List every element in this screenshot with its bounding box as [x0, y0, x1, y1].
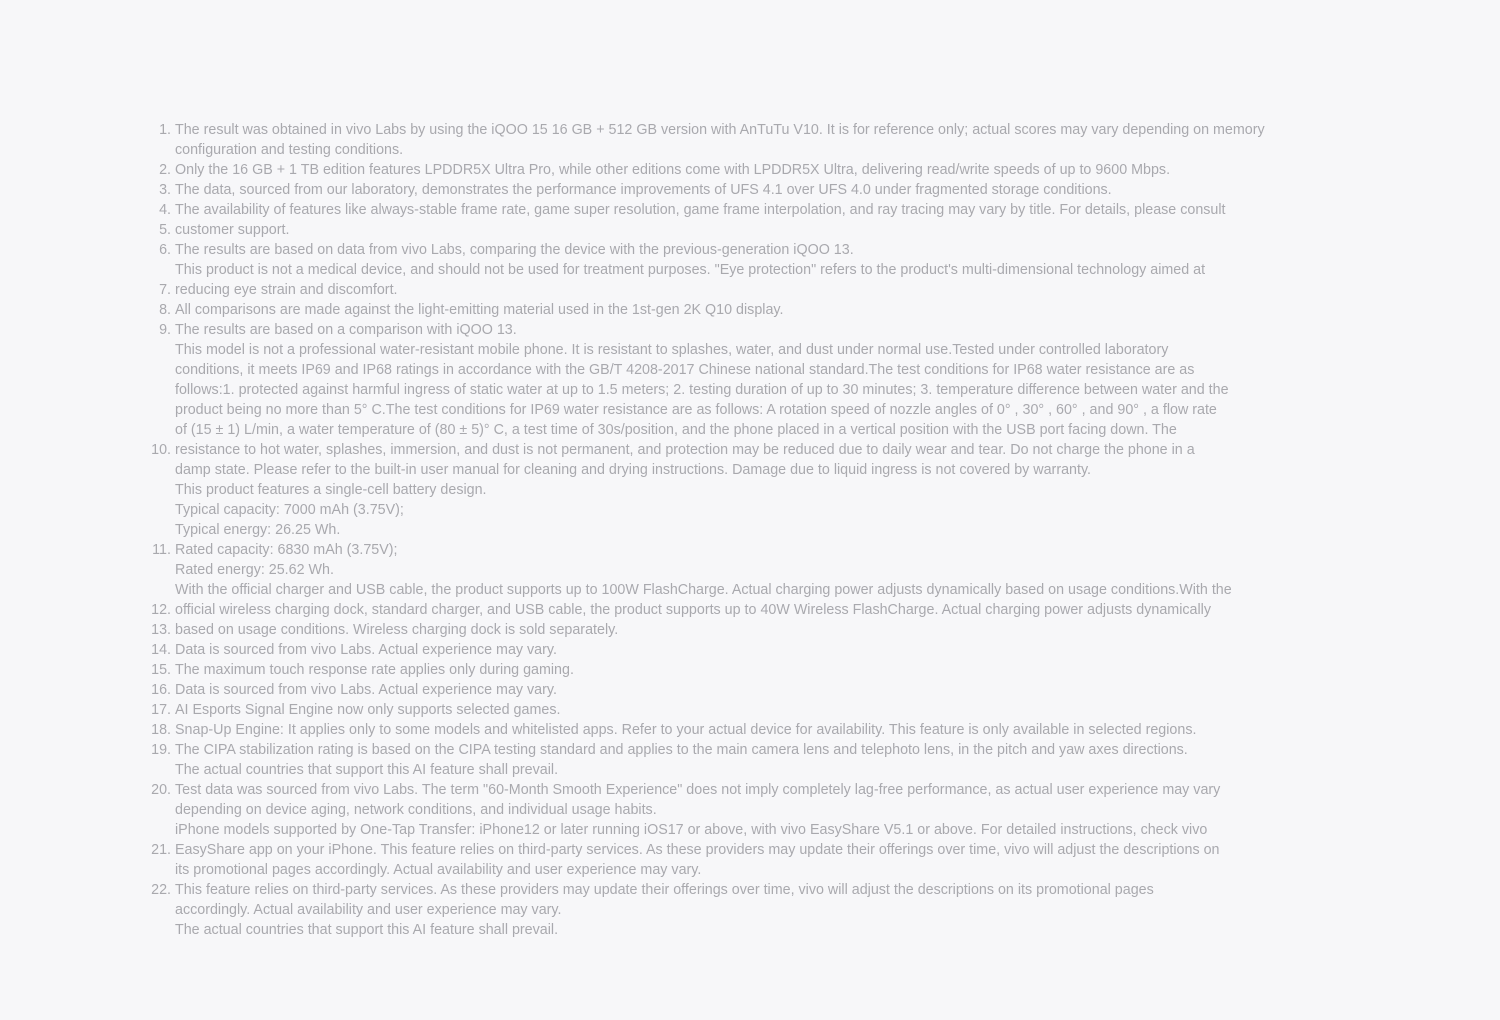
footnote-line: [140, 540, 1350, 560]
footnote-line: [140, 220, 1350, 240]
footnote-line: [140, 900, 1350, 920]
footnote-line: [140, 360, 1350, 380]
footnote-line: [140, 500, 1350, 520]
footnote-number: 11.: [152, 542, 171, 558]
footnote-text: The data, sourced from our laboratory, demonstrates the performance improvements of UFS 4.1 over UFS 4.0 under fragmented storage conditions.: [175, 182, 1112, 198]
footnote-text: reducing eye strain and discomfort.: [175, 282, 398, 298]
footnote-line: [140, 720, 1350, 740]
footnote-number: 13.: [151, 622, 171, 638]
footnote-line: [140, 520, 1350, 540]
footnote-text: All comparisons are made against the light-emitting material used in the 1st-gen 2K Q10 display.: [175, 302, 784, 318]
footnote-line: [140, 840, 1350, 860]
footnote-line: [140, 260, 1350, 280]
footnote-number: 17.: [151, 702, 171, 718]
footnote-text: accordingly. Actual availability and user experience may vary.: [175, 902, 562, 918]
footnote-line: [140, 680, 1350, 700]
footnote-text: Typical capacity: 7000 mAh (3.75V);: [175, 502, 404, 518]
footnote-text: The result was obtained in vivo Labs by using the iQOO 15 16 GB + 512 GB version with AnTuTu V10. It is for reference only; actual scores may vary depending on memory: [175, 122, 1265, 138]
footnote-line: [140, 420, 1350, 440]
footnote-number: 16.: [151, 682, 171, 698]
footnote-number: 21.: [151, 842, 171, 858]
footnote-text: based on usage conditions. Wireless charging dock is sold separately.: [175, 622, 619, 638]
footnote-line: [140, 120, 1350, 140]
footnote-line: [140, 380, 1350, 400]
footnote-text: Rated energy: 25.62 Wh.: [175, 562, 334, 578]
footnote-text: The CIPA stabilization rating is based on the CIPA testing standard and applies to the main camera lens and telephoto lens, in the pitch and yaw axes directions.: [175, 742, 1188, 758]
footnote-text: Data is sourced from vivo Labs. Actual experience may vary.: [175, 642, 557, 658]
footnote-number: 12.: [151, 602, 171, 618]
footnote-text: The results are based on data from vivo Labs, comparing the device with the previous-generation iQOO 13.: [175, 242, 854, 258]
footnote-line: [140, 860, 1350, 880]
footnote-text: of (15 ± 1) L/min, a water temperature of (80 ± 5)° C, a test time of 30s/position, and the phone placed in a vertical position with the USB port facing down. The: [175, 422, 1177, 438]
footnote-line: [140, 920, 1350, 940]
footnote-text: EasyShare app on your iPhone. This feature relies on third-party services. As these providers may update their offerings over time, vivo will adjust the descriptions on: [175, 842, 1220, 858]
footnote-line: [140, 600, 1350, 620]
footnote-text: AI Esports Signal Engine now only supports selected games.: [175, 702, 561, 718]
footnote-number: 19.: [151, 742, 171, 758]
footnote-line: [140, 880, 1350, 900]
footnote-line: [140, 280, 1350, 300]
footnote-number: 7.: [159, 282, 171, 298]
footnote-number: 2.: [159, 162, 171, 178]
footnote-number: 6.: [159, 242, 171, 258]
footnote-text: iPhone models supported by One-Tap Transfer: iPhone12 or later running iOS17 or above, with vivo EasyShare V5.1 or above. For detailed instructions, check vivo: [175, 822, 1208, 838]
footnote-text: The actual countries that support this AI feature shall prevail.: [175, 922, 559, 938]
footnote-line: [140, 740, 1350, 760]
footnote-line: [140, 300, 1350, 320]
footnote-text: The availability of features like always-stable frame rate, game super resolution, game frame interpolation, and ray tracing may vary by title. For details, please consult: [175, 202, 1226, 218]
footnote-text: With the official charger and USB cable, the product supports up to 100W FlashCharge. Actual charging power adjusts dynamically based on usage conditions.With the: [175, 582, 1232, 598]
footnote-number: 1.: [159, 122, 171, 138]
footnote-text: damp state. Please refer to the built-in user manual for cleaning and drying instructions. Damage due to liquid ingress is not covered by warranty.: [175, 462, 1092, 478]
footnote-number: 5.: [159, 222, 171, 238]
footnote-line: [140, 480, 1350, 500]
footnote-text: configuration and testing conditions.: [175, 142, 404, 158]
footnotes-list: [140, 120, 1350, 940]
footnote-line: [140, 140, 1350, 160]
footnote-text: depending on device aging, network conditions, and individual usage habits.: [175, 802, 657, 818]
footnote-line: [140, 240, 1350, 260]
footnote-text: Rated capacity: 6830 mAh (3.75V);: [175, 542, 398, 558]
footnote-text: This product features a single-cell battery design.: [175, 482, 487, 498]
footnote-number: 4.: [159, 202, 171, 218]
footnote-line: [140, 340, 1350, 360]
footnote-line: [140, 460, 1350, 480]
footnote-line: [140, 660, 1350, 680]
footnote-line: [140, 580, 1350, 600]
footnote-line: [140, 560, 1350, 580]
footnote-line: [140, 820, 1350, 840]
footnote-line: [140, 780, 1350, 800]
footnote-line: [140, 700, 1350, 720]
footnote-line: [140, 180, 1350, 200]
footnote-text: Test data was sourced from vivo Labs. The term "60-Month Smooth Experience" does not imply completely lag-free performance, as actual user experience may vary: [175, 782, 1221, 798]
footnote-number: 3.: [159, 182, 171, 198]
footnote-number: 14.: [151, 642, 171, 658]
footnote-number: 22.: [151, 882, 171, 898]
footnote-line: [140, 320, 1350, 340]
footnote-text: This model is not a professional water-resistant mobile phone. It is resistant to splashes, water, and dust under normal use.Tested under controlled laboratory: [175, 342, 1169, 358]
footnote-number: 8.: [159, 302, 171, 318]
footnote-text: Snap-Up Engine: It applies only to some models and whitelisted apps. Refer to your actual device for availability. This feature is only available in selected regions.: [175, 722, 1197, 738]
footnote-number: 15.: [151, 662, 171, 678]
footnote-text: Data is sourced from vivo Labs. Actual experience may vary.: [175, 682, 557, 698]
footnote-text: conditions, it meets IP69 and IP68 ratings in accordance with the GB/T 4208-2017 Chinese national standard.The test conditions for IP68 water resistance are as: [175, 362, 1195, 378]
footnote-text: The maximum touch response rate applies only during gaming.: [175, 662, 574, 678]
footnote-text: product being no more than 5° C.The test conditions for IP69 water resistance are as follows: A rotation speed of nozzle angles of 0° , 30° , 60° , and 90° , a flow rate: [175, 402, 1217, 418]
footnote-number: 20.: [151, 782, 171, 798]
footnote-line: [140, 400, 1350, 420]
footnote-text: follows:1. protected against harmful ingress of static water at up to 1.5 meters; 2. testing duration of up to 30 minutes; 3. temperature difference between water and the: [175, 382, 1229, 398]
footnote-text: This feature relies on third-party services. As these providers may update their offerings over time, vivo will adjust the descriptions on its promotional pages: [175, 882, 1154, 898]
footnote-text: This product is not a medical device, and should not be used for treatment purposes. "Eye protection" refers to the product's multi-dimensional technology aimed at: [175, 262, 1206, 278]
footnote-line: [140, 160, 1350, 180]
footnote-number: 9.: [159, 322, 171, 338]
footnote-line: [140, 800, 1350, 820]
footnote-line: [140, 200, 1350, 220]
footnote-text: Typical energy: 26.25 Wh.: [175, 522, 341, 538]
footnote-text: customer support.: [175, 222, 290, 238]
footnote-line: [140, 440, 1350, 460]
footnote-line: [140, 760, 1350, 780]
footnote-text: its promotional pages accordingly. Actual availability and user experience may vary.: [175, 862, 702, 878]
footnote-text: The results are based on a comparison with iQOO 13.: [175, 322, 517, 338]
footnote-line: [140, 640, 1350, 660]
footnote-number: 18.: [151, 722, 171, 738]
footnote-text: Only the 16 GB + 1 TB edition features LPDDR5X Ultra Pro, while other editions come with LPDDR5X Ultra, delivering read/write speeds of up to 9600 Mbps.: [175, 162, 1171, 178]
footnote-text: The actual countries that support this AI feature shall prevail.: [175, 762, 559, 778]
footnote-number: 10.: [151, 442, 171, 458]
footnote-line: [140, 620, 1350, 640]
footnote-text: official wireless charging dock, standard charger, and USB cable, the product supports up to 40W Wireless FlashCharge. Actual charging power adjusts dynamically: [175, 602, 1211, 618]
footnote-text: resistance to hot water, splashes, immersion, and dust is not permanent, and protection may be reduced due to daily wear and tear. Do not charge the phone in a: [175, 442, 1195, 458]
